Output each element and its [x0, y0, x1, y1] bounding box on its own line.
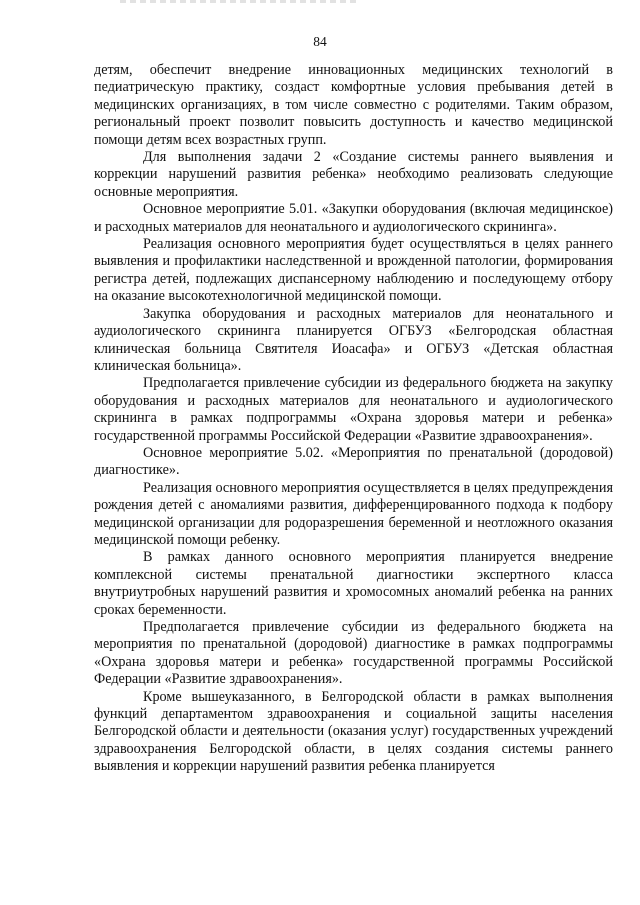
- paragraph: Закупка оборудования и расходных материалов для неонатального и аудиологического скрининга планируется ОГБУЗ «Белгородская областная клиническая больница Святителя Иоасафа» и ОГБУЗ «Детская областная клиническая больница».: [94, 305, 613, 374]
- paragraph: Основное мероприятие 5.02. «Мероприятия по пренатальной (дородовой) диагностике».: [94, 444, 613, 479]
- paragraph: Реализация основного мероприятия осуществляется в целях предупреждения рождения детей с аномалиями развития, дифференцированного подхода к подбору медицинской организации для родоразрешения беременной и неотложного оказания медицинской помощи ребенку.: [94, 479, 613, 548]
- paragraph: Реализация основного мероприятия будет осуществляться в целях раннего выявления и профилактики наследственной и врожденной патологии, формирования регистра детей, подлежащих диспансерному наблюдению и последующему отбору на оказание высокотехнологичной медицинской помощи.: [94, 236, 613, 305]
- paragraph: Основное мероприятие 5.01. «Закупки оборудования (включая медицинское) и расходных материалов для неонатального и аудиологического скрининга».: [94, 201, 613, 235]
- paragraph: Кроме вышеуказанного, в Белгородской области в рамках выполнения функций департаментом здравоохранения и социальной защиты населения Белгородской области и деятельности (оказания услуг) государственных учреждений здравоохранения Белгородской области, в целях создания системы раннего выявления и коррекции нарушений развития ребенка планируется: [94, 688, 613, 775]
- page-number: 84: [313, 34, 327, 49]
- document-body: [94, 62, 613, 776]
- paragraph: детям, обеспечит внедрение инновационных медицинских технологий в педиатрическую практику, создаст комфортные условия пребывания детей в медицинских организациях, в том числе совместно с родителями. Таким образом, региональный проект позволит повысить доступность и качество медицинской помощи детям всех возрастных групп.: [94, 62, 613, 148]
- paragraph: Предполагается привлечение субсидии из федерального бюджета на закупку оборудования и расходных материалов для неонатального и аудиологического скрининга в рамках подпрограммы «Охрана здоровья матери и ребенка» государственной программы Российской Федерации «Развитие здравоохранения».: [94, 375, 613, 444]
- scan-artifact: [120, 0, 360, 3]
- paragraph: В рамках данного основного мероприятия планируется внедрение комплексной системы пренатальной диагностики экспертного класса внутриутробных нарушений развития и хромосомных аномалий ребенка на ранних сроках беременности.: [94, 549, 613, 618]
- paragraph: Предполагается привлечение субсидии из федерального бюджета на мероприятия по пренатальной (дородовой) диагностике в рамках подпрограммы «Охрана здоровья матери и ребенка» государственной программы Российской Федерации «Развитие здравоохранения».: [94, 619, 613, 688]
- paragraph: Для выполнения задачи 2 «Создание системы раннего выявления и коррекции нарушений развития ребенка» необходимо реализовать следующие основные мероприятия.: [94, 149, 613, 200]
